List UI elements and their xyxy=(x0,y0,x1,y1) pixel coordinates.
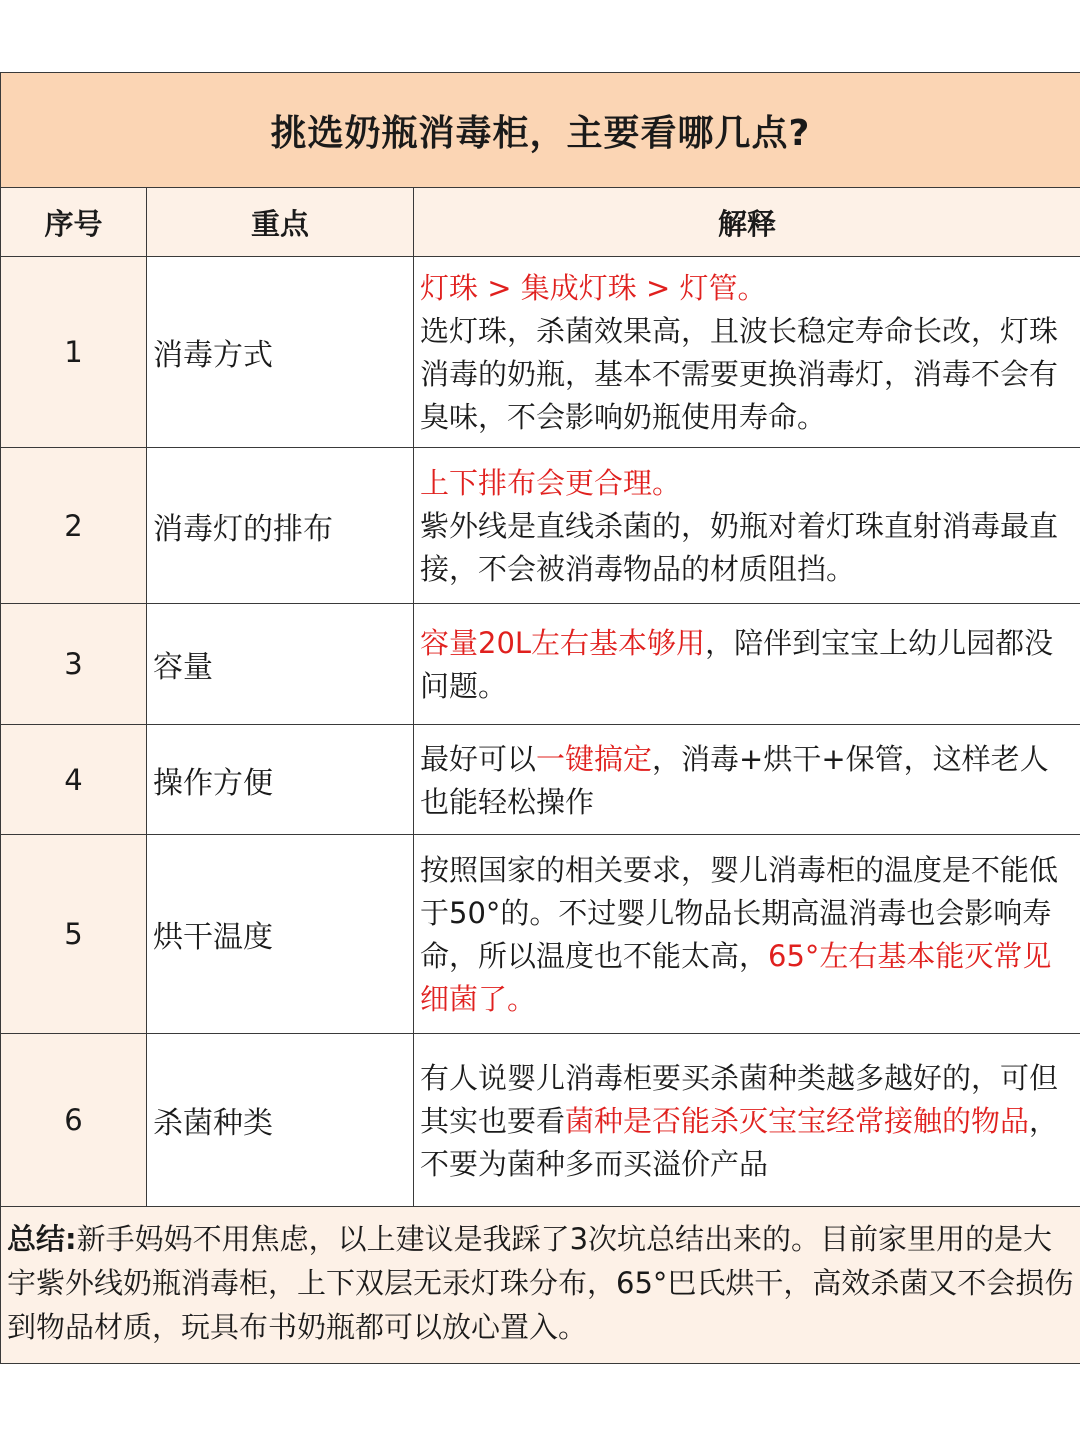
summary-label: 总结: xyxy=(7,1222,77,1256)
explain-text: 紫外线是直线杀菌的，奶瓶对着灯珠直射消毒最直接，不会被消毒物品的材质阻挡。 xyxy=(420,509,1059,586)
header-key: 重点 xyxy=(147,188,414,257)
explain-text: 选灯珠，杀菌效果高，且波长稳定寿命长改，灯珠消毒的奶瓶，基本不需要更换消毒灯，消毒不会有臭味，不会影响奶瓶使用寿命。 xyxy=(420,314,1059,434)
table-row xyxy=(1,725,1080,835)
row-num: 6 xyxy=(1,1034,147,1207)
row-key: 操作方便 xyxy=(147,725,414,835)
row-num: 5 xyxy=(1,835,147,1034)
header-explain: 解释 xyxy=(414,188,1080,257)
explain-text: ，消毒+烘干+保管，这样老人也能轻松操作 xyxy=(420,741,1049,819)
row-num: 2 xyxy=(1,448,147,604)
row-key: 容量 xyxy=(147,604,414,725)
highlight-text: 菌种是否能杀灭宝宝经常接触的物品 xyxy=(565,1103,1030,1138)
highlight-text: 容量20L左右基本够用 xyxy=(420,626,706,660)
table-row xyxy=(1,604,1080,725)
table-row xyxy=(1,257,1080,448)
row-explain xyxy=(414,604,1080,725)
highlight-text: 灯珠 > 集成灯珠 > 灯管。 xyxy=(420,271,767,305)
explain-text: ，不要为菌种多而买溢价产品 xyxy=(420,1103,1059,1181)
row-num: 1 xyxy=(1,257,147,448)
highlight-text: 一键搞定 xyxy=(536,741,653,776)
highlight-text: 65°左右基本能灭常见细菌了。 xyxy=(420,939,1052,1016)
row-num: 4 xyxy=(1,725,147,835)
table-row xyxy=(1,448,1080,604)
highlight-text: 上下排布会更合理。 xyxy=(420,466,682,500)
row-explain xyxy=(414,257,1080,448)
row-explain xyxy=(414,835,1080,1034)
explain-text: 最好可以 xyxy=(420,741,537,776)
header-num: 序号 xyxy=(1,188,147,257)
explain-text: ，陪伴到宝宝上幼儿园都没问题。 xyxy=(420,626,1054,703)
row-explain xyxy=(414,1034,1080,1207)
explain-text: 按照国家的相关要求，婴儿消毒柜的温度是不能低于50°的。不过婴儿物品长期高温消毒也会影响寿命，所以温度也不能太高， xyxy=(420,853,1059,973)
table-row xyxy=(1,835,1080,1034)
comparison-table xyxy=(0,72,1080,1364)
header-row xyxy=(1,188,1080,257)
summary-cell xyxy=(1,1207,1080,1364)
table-row xyxy=(1,1034,1080,1207)
row-key: 杀菌种类 xyxy=(147,1034,414,1207)
summary-text: 新手妈妈不用焦虑，以上建议是我踩了3次坑总结出来的。目前家里用的是大宇紫外线奶瓶消毒柜，上下双层无汞灯珠分布，65°巴氏烘干，高效杀菌又不会损伤到物品材质，玩具布书奶瓶都可以放心置入。 xyxy=(7,1222,1074,1344)
explain-text: 有人说婴儿消毒柜要买杀菌种类越多越好的，可但其实也要看 xyxy=(420,1060,1059,1138)
table-title: 挑选奶瓶消毒柜，主要看哪几点? xyxy=(1,73,1080,188)
row-explain xyxy=(414,448,1080,604)
row-explain xyxy=(414,725,1080,835)
row-key: 消毒灯的排布 xyxy=(147,448,414,604)
row-key: 烘干温度 xyxy=(147,835,414,1034)
row-key: 消毒方式 xyxy=(147,257,414,448)
row-num: 3 xyxy=(1,604,147,725)
summary-row xyxy=(1,1207,1080,1364)
